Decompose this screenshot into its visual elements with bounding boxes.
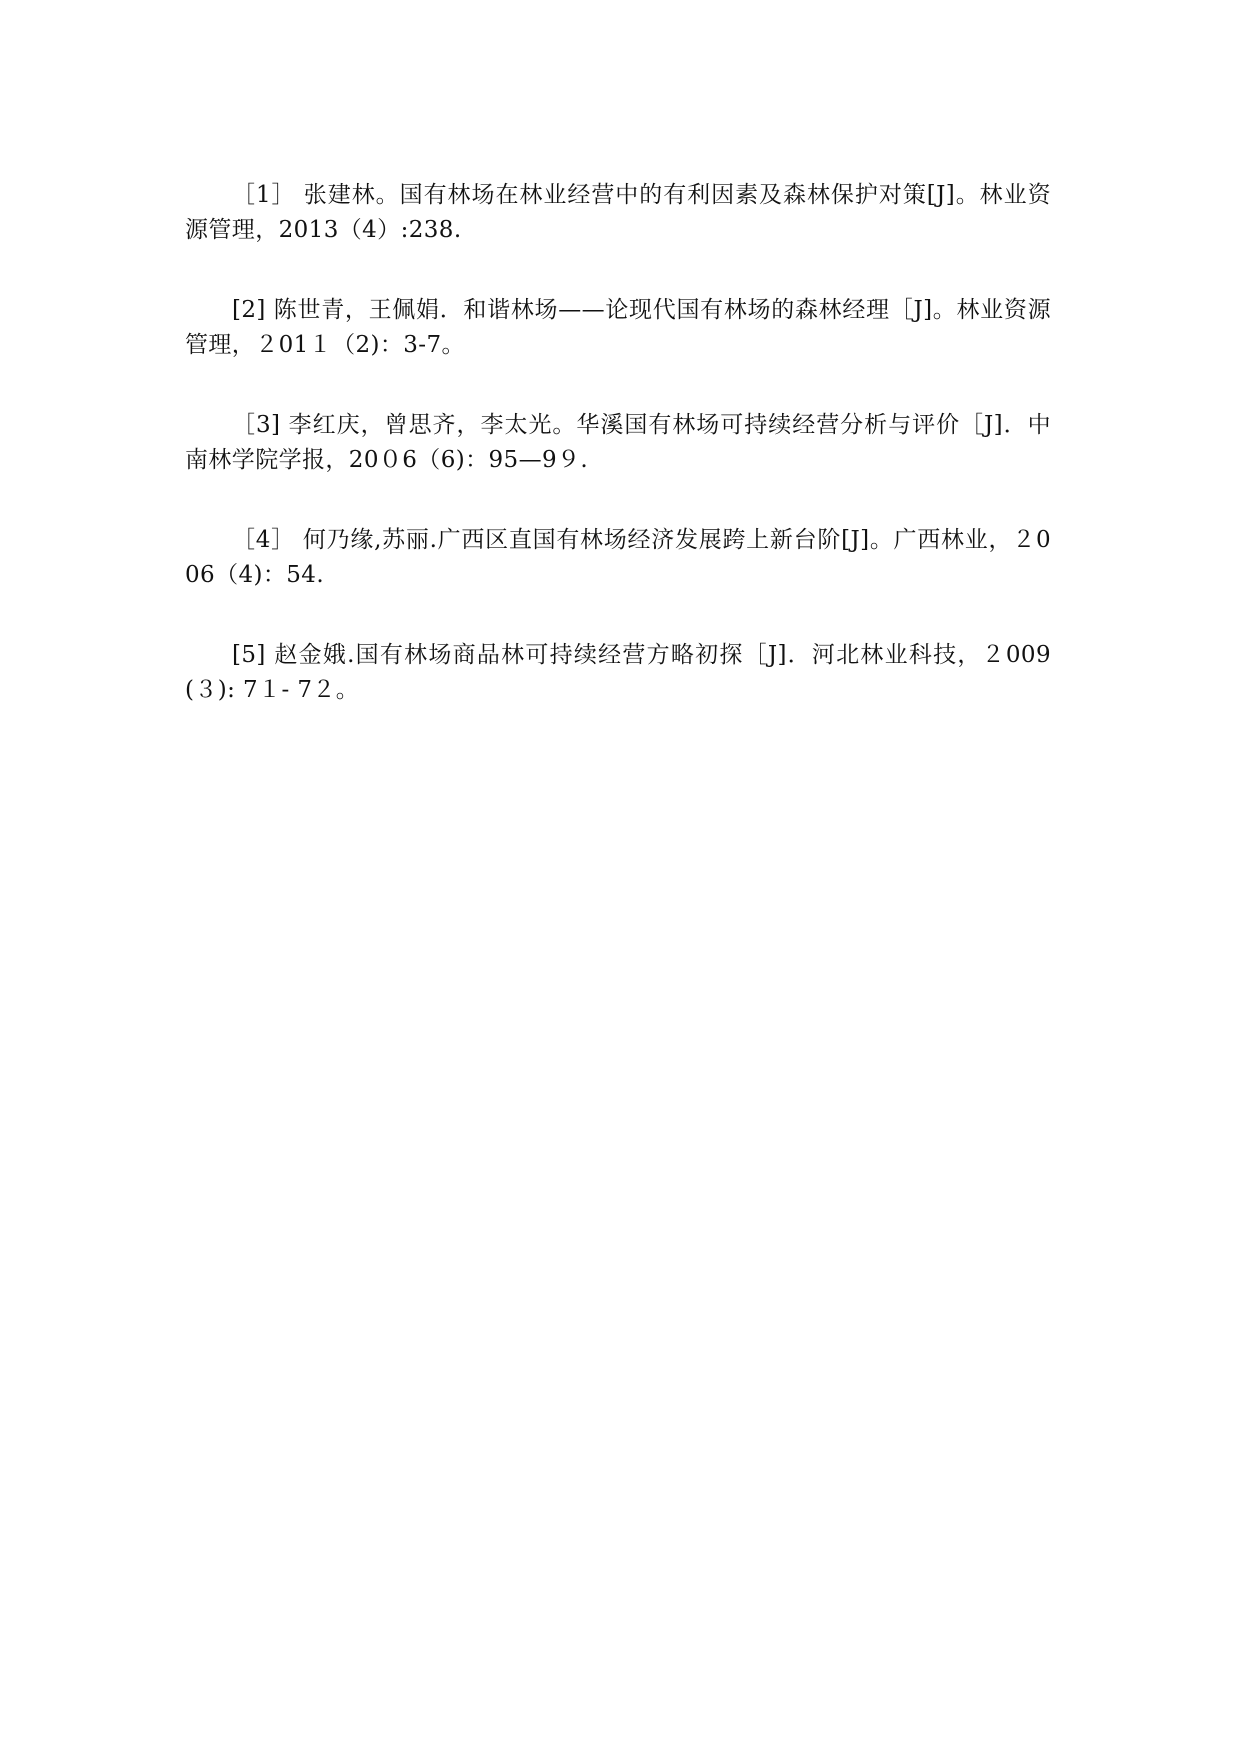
reference-entry-2	[185, 293, 1051, 363]
reference-text-3: ［3] 李红庆，曾思齐，李太光。华溪国有林场可持续经营分析与评价［J]．中南林学院学报，20０6（6)：95—9９.	[185, 412, 1051, 473]
reference-list	[185, 178, 1051, 708]
reference-text-2: [2] 陈世青，王佩娟．和谐林场——论现代国有林场的森林经理［J]。林业资源管理，２01１（2)：3-7。	[185, 297, 1051, 358]
reference-entry-1	[185, 178, 1051, 248]
reference-text-5: [5] 赵金娥.国有林场商品林可持续经营方略初探［J]．河北林业科技，２009(３): 7１- 7２。	[185, 642, 1051, 703]
reference-text-4: ［4］ 何乃缘,苏丽.广西区直国有林场经济发展跨上新台阶[J]。广西林业，２006（4)：54.	[185, 527, 1051, 588]
reference-entry-4	[185, 523, 1051, 593]
reference-text-1: ［1］ 张建林。国有林场在林业经营中的有利因素及森林保护对策[J]。林业资源管理，2013（4）:238.	[185, 182, 1051, 243]
reference-entry-3	[185, 408, 1051, 478]
reference-entry-5	[185, 638, 1051, 708]
